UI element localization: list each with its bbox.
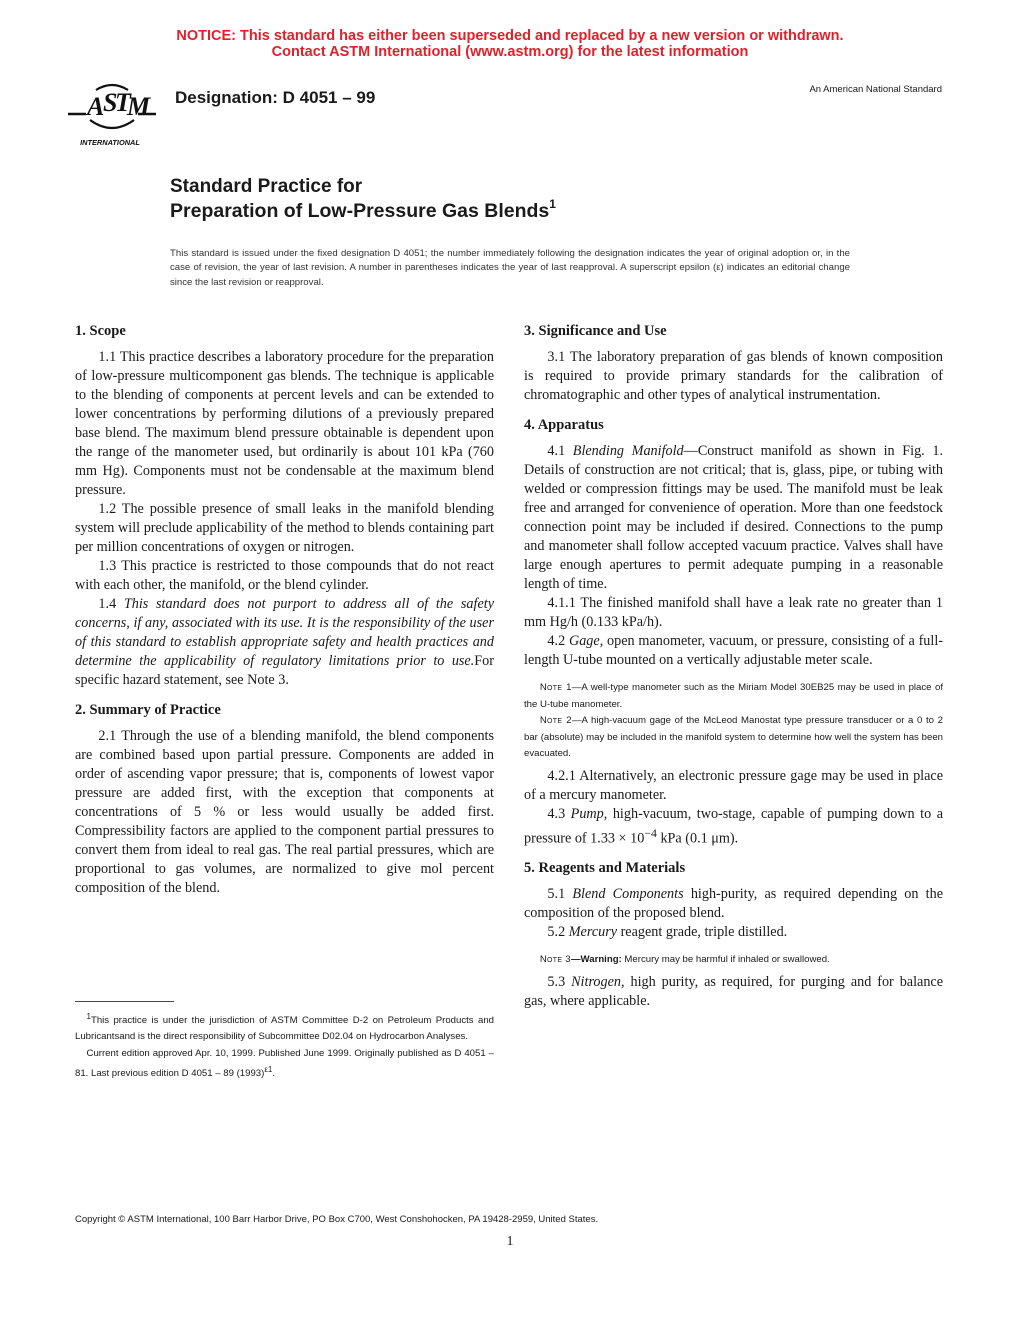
footnote-1 [75,1009,494,1046]
title-line-1: Standard Practice for [170,176,363,197]
para-4-3-term: Pump [570,805,604,822]
footnote-1-mark: 1 [86,1012,91,1021]
title-footnote-mark: 1 [549,197,556,211]
para-4-3-exponent: −4 [644,825,657,840]
american-national-standard: An American National Standard [809,84,942,95]
para-1-4-caveat: This standard does not purport to address all of the safety concerns, if any, associated with its use. It is the responsibility of the user of this standard to establish appropriate safety and health practices and determine the applicability of regulatory limitations prior to use. [75,596,494,669]
section-3-heading: 3. Significance and Use [524,323,667,339]
para-5-3-number: 5.3 [547,973,572,990]
para-4-2-1: 4.2.1 Alternatively, an electronic pressure gage may be used in place of a mercury manometer. [524,767,943,803]
para-5-3-term: Nitrogen [571,973,622,990]
section-4-heading: 4. Apparatus [524,417,604,433]
para-3-1: 3.1 The laboratory preparation of gas blends of known composition is required to provide primary standards for the calibration of chromatographic and other types of analytical instrumentation. [524,349,943,403]
astm-logo-letter-a: A [87,92,105,121]
para-4-3 [524,805,943,849]
notice-line-1: NOTICE: This standard has either been superseded and replaced by a new version or withdrawn. [176,28,844,44]
title-text: Preparation of Low-Pressure Gas Blends [170,200,550,222]
section-2-heading: 2. Summary of Practice [75,702,221,718]
para-5-1-number: 5.1 [547,886,573,903]
para-1-2: 1.2 The possible presence of small leaks in the manifold blending system will preclude applicability of the method to blends containing part per million concentrations of oxygen or nitrogen. [75,501,494,555]
para-2-1: 2.1 Through the use of a blending manifold, the blend components are combined based upon partial pressure. Components are added in order of ascending vapor pressure; that is, components of lowest vapor pressure are added first, with the exception that components at concentrations of 5 % or less would usually be added first. Compressibility factors are applied to the component partial pressures to convert them from ideal to real gas. The real partial pressures, which are proportional to gas volumes, are normalized to give mol percent composition of the blend. [75,728,494,896]
astm-logo [60,78,164,148]
footnote-2-text: Current edition approved Apr. 10, 1999. Published June 1999. Originally published as D 4051 – 81. Last previous edition D 4051 – 89 (1993) [75,1047,494,1080]
footnote-2-end: . [272,1068,276,1080]
para-4-1-1: 4.1.1 The finished manifold shall have a leak rate no greater than 1 mm Hg/h (0.133 kPa/h). [524,595,943,630]
footnote-rule [75,1001,174,1002]
para-1-1: 1.1 This practice describes a laboratory procedure for the preparation of low-pressure multicomponent gas blends. The technique is applicable to the blending of components at percent levels and can be extended to lower concentrations by performing dilutions of a previously prepared base blend. The maximum blend pressure obtainable is dependent upon the range of the manometer used, but ordinarily is about 101 kPa (760 mm Hg). Components must not be condensable at the maximum blend pressure. [75,349,494,498]
para-4-1-number: 4.1 [547,443,573,459]
para-5-1-text: high-purity, as required depending on the composition of the proposed blend. [524,886,944,922]
copyright: Copyright © ASTM International, 100 Barr Harbor Drive, PO Box C700, West Conshohocken, PA 19428-2959, United States. [75,1214,599,1225]
para-4-1-term: Blending Manifold [572,443,684,459]
footnote-2-sup: ε1 [264,1065,273,1075]
note-2-text: —A high-vacuum gage of the McLeod Manostat type pressure transducer or a 0 to 2 bar (absolute) may be included in the manifold system to determine how well the system has been evacuated. [524,715,943,759]
footnotes [75,1009,494,1083]
note-3-warning: —Warning: [570,954,622,966]
para-5-1-term: Blend Components [572,886,684,903]
para-5-3 [524,973,943,1011]
para-4-1 [524,442,943,594]
notice-line-2: Contact ASTM International (www.astm.org) for the latest information [271,44,749,60]
note-2 [524,713,943,763]
para-5-2-term: Mercury [568,924,618,941]
para-5-2-number: 5.2 [547,924,569,941]
note-1-text: —A well-type manometer such as the Miriam Model 30EB25 may be used in place of the U-tube manometer. [524,682,943,710]
note-2-label: Note 2 [539,715,572,726]
section-1-heading: 1. Scope [75,323,126,339]
para-5-2-text: reagent grade, triple distilled. [617,924,788,941]
para-1-4-tail: For specific hazard statement, see Note 3. [75,653,494,688]
footnote-1-text: This practice is under the jurisdiction of ASTM Committee D-2 on Petroleum Products and Lubricantsand is the direct responsibility of Subcommittee D02.04 on Hydrocarbon Analyses. [75,1015,494,1043]
page-number: 1 [506,1234,514,1249]
para-5-2 [524,923,943,942]
note-3-label: Note 3 [539,954,571,966]
astm-logo-letter-t: T [115,88,131,117]
para-5-3-text: , high purity, as required, for purging and for balance gas, where applicable. [524,973,944,1009]
title-line-2 [170,197,556,223]
footnote-2 [75,1046,494,1083]
note-1 [524,680,943,713]
left-column [75,322,494,898]
para-4-3-number: 4.3 [547,805,571,822]
right-column [524,322,943,1011]
issuance-statement: This standard is issued under the fixed designation D 4051; the number immediately following the designation indicates the year of original adoption or, in the case of revision, the year of last revision. A number in parentheses indicates the year of last reapproval. A superscript epsilon (ε) indicates an editorial change since the last revision or reapproval. [170,248,850,288]
astm-logo-letter-s: S [103,88,118,117]
para-4-1-text: —Construct manifold as shown in Fig. 1. Details of construction are not critical; that is, glass, pipe, or tubing with welded or compression fittings may be used. The manifold must be leak free and arranged for convenience of operation. More than one feedstock connection point may be included if desired. Connections to the pump and manometer shall follow accepted vacuum practice. Valves shall have large enough apertures to permit adequate pumping in a reasonable length of time. [524,443,943,592]
para-4-2-text: , open manometer, vacuum, or pressure, consisting of a full-length U-tube mounted on a vertically adjustable meter scale. [524,633,944,668]
section-5-heading: 5. Reagents and Materials [524,860,686,877]
para-1-4-number: 1.4 [98,596,124,612]
para-1-3: 1.3 This practice is restricted to those compounds that do not react with each other, the manifold, or the blend cylinder. [75,558,494,593]
para-1-4 [75,595,494,690]
note-3-text: Mercury may be harmful if inhaled or swallowed. [621,954,830,966]
astm-logo-letter-m: M [127,92,151,121]
para-4-2-term: Gage [568,633,600,649]
para-5-1 [524,885,943,923]
designation: Designation: D 4051 – 99 [175,88,376,107]
note-3 [524,952,943,969]
para-4-3-text: , high-vacuum, two-stage, capable of pumping down to a pressure of 1.33 × 10 [524,805,943,847]
astm-logo-sub: INTERNATIONAL [80,138,140,147]
para-4-2 [524,632,943,670]
para-4-2-number: 4.2 [547,633,569,649]
para-4-3-end: kPa (0.1 μm). [656,830,739,847]
note-1-label: Note 1 [539,682,572,693]
